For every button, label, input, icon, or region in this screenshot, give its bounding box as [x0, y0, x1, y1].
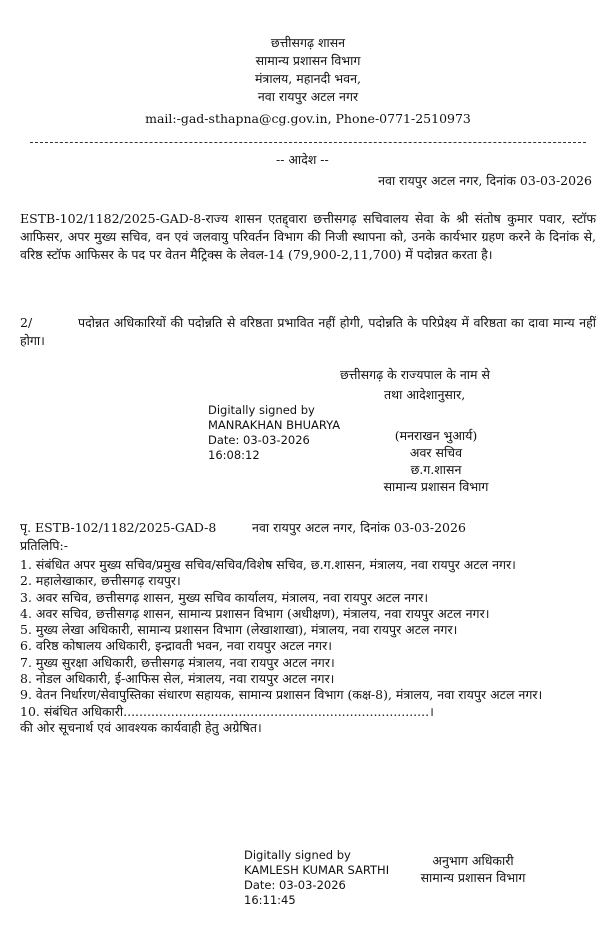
order-title: -- आदेश -- [276, 152, 329, 167]
copy-list-item: 1. संबंधित अपर मुख्य सचिव/प्रमुख सचिव/सचिव/विशेष सचिव, छ.ग.शासन, मंत्रालय, नवा रायपुर अटल नगर। [20, 557, 516, 572]
signature-2-date: Date: 03-03-2026 [244, 878, 346, 892]
paragraph-2-number: 2/ [20, 315, 33, 330]
digital-signature-1 [208, 403, 340, 463]
header-dept: सामान्य प्रशासन विभाग [255, 53, 361, 68]
order-paragraph-2: पदोन्नत अधिकारियों की पदोन्नति से वरिष्ठता प्रभावित नहीं होगी, पदोन्नति के परिप्रेक्ष्य में वरिष्ठता का दावा मान्य नहीं होगा। [20, 315, 596, 348]
signature-2-name: KAMLESH KUMAR SARTHI [244, 863, 390, 877]
copy-list-item: 6. वरिष्ठ कोषालय अधिकारी, इन्द्रावती भवन, नवा रायपुर अटल नगर। [20, 638, 332, 654]
signatory-1-block [356, 427, 516, 495]
endorsement-ref: पृ. ESTB-102/1182/2025-GAD-8 [20, 520, 217, 535]
signatory-1-govt: छ.ग.शासन [410, 462, 462, 477]
signature-1-name: MANRAKHAN BHUARYA [208, 418, 341, 432]
signatory-1-name: (मनराखन भुआर्य) [394, 428, 478, 443]
copy-list-item: 4. अवर सचिव, छत्तीसगढ़ शासन, सामान्य प्रशासन विभाग (अधीक्षण), मंत्रालय, नवा रायपुर अटल नगर। [20, 605, 490, 621]
signatory-2-block [398, 852, 548, 886]
signature-2-label: Digitally signed by [244, 848, 351, 862]
header-divider [30, 142, 586, 143]
copy-list-item: 10. संबंधित अधिकारी.............................................................................। [20, 703, 434, 719]
copy-list-item: 5. मुख्य लेखा अधिकारी, सामान्य प्रशासन विभाग (लेखाशाखा), मंत्रालय, नवा रायपुर अटल नगर। [20, 622, 458, 638]
signatory-2-designation: अनुभाग अधिकारी [432, 853, 514, 868]
digital-signature-2 [244, 848, 389, 908]
signatory-2-dept: सामान्य प्रशासन विभाग [420, 870, 526, 885]
copy-list-item: 7. मुख्य सुरक्षा अधिकारी, छत्तीसगढ़ मंत्रालय, नवा रायपुर अटल नगर। [20, 654, 335, 670]
signature-1-label: Digitally signed by [208, 403, 315, 417]
signature-2-time: 16:11:45 [244, 893, 296, 907]
copy-list-item: 3. अवर सचिव, छत्तीसगढ़ शासन, मुख्य सचिव कार्यालय, मंत्रालय, नवा रायपुर अटल नगर। [20, 589, 429, 605]
order-place-date: नवा रायपुर अटल नगर, दिनांक 03-03-2026 [378, 173, 592, 188]
signatory-1-dept: सामान्य प्रशासन विभाग [383, 479, 489, 494]
order-paragraph-1: ESTB-102/1182/2025-GAD-8-राज्य शासन एतद्द्वारा छत्तीसगढ़ सचिवालय सेवा के श्री संतोष कुमार पवार, स्टॉफ आफिसर, अपर मुख्य सचिव, वन एवं जलवायु परिवर्तन विभाग की निजी स्थापना को, उनके कार्यभार ग्रहण करने के दिनांक से, वरिष्ठ स्टॉफ आफिसर के पद पर वेतन मैट्रिक्स के लेवल-14 (79,900-2,11,700) में पदोन्नत करता है। [20, 211, 596, 262]
header-contact: mail:-gad-sthapna@cg.gov.in, Phone-0771-2510973 [145, 111, 471, 126]
copy-list-item: 8. नोडल अधिकारी, ई-आफिस सेल, मंत्रालय, नवा रायपुर अटल नगर। [20, 671, 335, 687]
governor-line-2: तथा आदेशानुसार, [384, 387, 466, 402]
copy-list [20, 557, 598, 736]
copy-label: प्रतिलिपि:- [20, 538, 68, 553]
copy-list-item: 9. वेतन निर्धारण/सेवापुस्तिका संधारण सहायक, सामान्य प्रशासन विभाग (कक्ष-8), मंत्रालय, नवा रायपुर अटल नगर। [20, 687, 543, 703]
copy-list-item: 2. महालेखाकार, छत्तीसगढ़ रायपुर। [20, 573, 181, 589]
signature-1-time: 16:08:12 [208, 448, 260, 462]
governor-line-1: छत्तीसगढ़ के राज्यपाल के नाम से [340, 367, 490, 382]
endorsement-place-date: नवा रायपुर अटल नगर, दिनांक 03-03-2026 [252, 520, 466, 535]
signature-1-date: Date: 03-03-2026 [208, 433, 310, 447]
header-building: मंत्रालय, महानदी भवन, [254, 71, 362, 86]
closing-line: की ओर सूचनार्थ एवं आवश्यक कार्यवाही हेतु अग्रेषित। [20, 719, 262, 735]
signatory-1-designation: अवर सचिव [409, 445, 463, 460]
header-city: नवा रायपुर अटल नगर [257, 89, 359, 104]
header-govt: छत्तीसगढ़ शासन [270, 35, 346, 50]
